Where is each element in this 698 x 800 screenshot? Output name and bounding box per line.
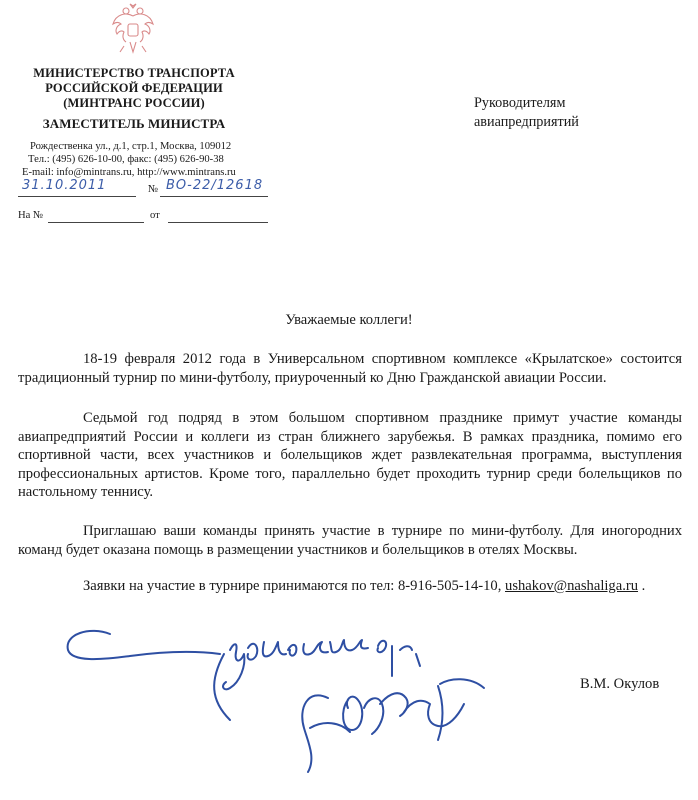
addressee-line2: авиапредприятий xyxy=(474,114,579,130)
letter-date: 31.10.2011 xyxy=(22,178,107,193)
addressee xyxy=(474,94,579,132)
number-label: № xyxy=(148,184,159,195)
ministry-name-line2: РОССИЙСКОЙ ФЕДЕРАЦИИ xyxy=(45,81,223,95)
paragraph-3: Приглашаю ваши команды принять участие в турнире по мини-футболу. Для иногородних команд будет оказана помощь в размещении участников и болельщиков в отелях Москвы. xyxy=(18,523,682,558)
address: Рождественка ул., д.1, стр.1, Москва, 109012 xyxy=(30,141,232,152)
ministry-name-line3: (МИНТРАНС РОССИИ) xyxy=(63,96,205,110)
email-web: E-mail: info@mintrans.ru, http://www.mintrans.ru xyxy=(22,167,236,178)
ministry-name-line1: МИНИСТЕРСТВО ТРАНСПОРТА xyxy=(33,66,235,80)
paragraph-1: 18-19 февраля 2012 года в Универсальном спортивном комплексе «Крылатское» состоится традиционный турнир по мини-футболу, приуроченный ко Дню Гражданской авиации России. xyxy=(18,351,682,386)
reply-date-underline xyxy=(168,222,268,223)
reply-number-label: На № xyxy=(18,210,44,221)
letter-number: ВО-22/12618 xyxy=(166,178,264,193)
contact-email-link[interactable]: ushakov@nashaliga.ru xyxy=(505,578,639,594)
paragraph-2: Седьмой год подряд в этом большом спортивном празднике примут участие команды авиапредприятий России и коллеги из стран ближнего зарубежья. В рамках праздника, помимо его спортивной части, всех участников и болельщиков ждет развлекательная программа, выступления профессиональных артистов. Кроме того, параллельно будет проходить турнир среди болельщиков по настольному теннису. xyxy=(18,410,682,500)
reply-number-underline xyxy=(48,222,144,223)
reply-date-label: от xyxy=(150,210,160,221)
date-underline xyxy=(18,196,136,197)
signer-name: В.М. Окулов xyxy=(580,676,660,692)
paragraph-4-end: . xyxy=(638,578,646,594)
greeting: Уважаемые коллеги! xyxy=(285,312,413,328)
handwritten-signature xyxy=(60,620,520,800)
paragraph-4 xyxy=(18,577,682,596)
position-title: ЗАМЕСТИТЕЛЬ МИНИСТРА xyxy=(42,116,226,131)
addressee-line1: Руководителям xyxy=(474,95,566,111)
number-underline xyxy=(160,196,268,197)
phone-fax: Тел.: (495) 626-10-00, факс: (495) 626-90-38 xyxy=(28,154,224,165)
russian-coat-of-arms-icon xyxy=(110,2,156,56)
paragraph-4-text: Заявки на участие в турнире принимаются по тел: 8-916-505-14-10, xyxy=(83,578,502,594)
